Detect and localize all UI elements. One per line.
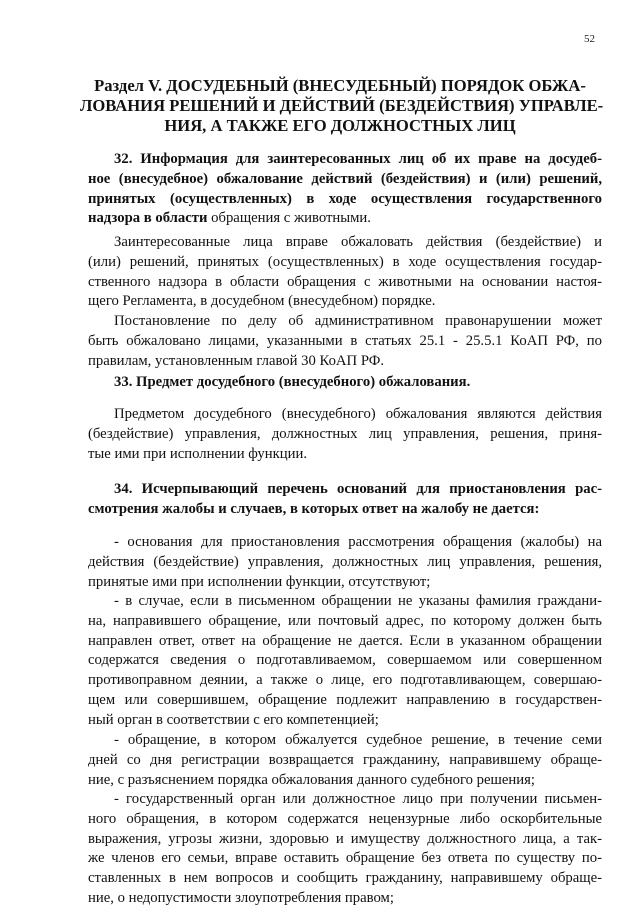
bullet-line: - обращение, в котором обжалуется судебное решение, в течение семи: [114, 732, 602, 748]
paragraph-line: Заинтересованные лица вправе обжаловать действия (бездействие) и: [114, 234, 602, 250]
item-34-bullet: [88, 731, 602, 790]
heading-line: [88, 209, 602, 229]
item-34-bullet: [88, 533, 602, 592]
section-title-line: НИЯ, А ТАКЖЕ ЕГО ДОЛЖНОСТНЫХ ЛИЦ: [164, 116, 516, 135]
paragraph-line: ственного надзора в области обращения с животными на основании настоя-: [88, 273, 602, 290]
paragraph-line: тые ими при исполнении функции.: [88, 445, 307, 462]
section-title-line: ЛОВАНИЯ РЕШЕНИЙ И ДЕЙСТВИЙ (БЕЗДЕЙСТВИЯ) УПРАВЛЕ-: [80, 96, 604, 115]
bullet-line: - основания для приостановления рассмотрения обращения (жалобы) на: [114, 534, 602, 550]
bullet-line: ние, о недопустимости злоупотребления правом;: [88, 889, 394, 906]
paragraph-line: (бездействие) управления, должностных лиц управления, решения, приня-: [88, 425, 602, 442]
bullet-line: ставленных в нем вопросов и сообщить гражданину, направившему обраще-: [88, 870, 602, 887]
item-34-bullet: [88, 592, 602, 731]
page-number: 52: [584, 33, 595, 45]
item-32-paragraph: [88, 233, 602, 312]
bullet-line: - государственный орган или должностное лицо при получении письмен-: [114, 791, 602, 807]
heading-line: 32. Информация для заинтересованных лиц об их праве на досудеб-: [114, 151, 602, 167]
bullet-line: дней со дня регистрации возвращается гражданину, направившему обраще-: [88, 751, 602, 768]
bullet-line: - в случае, если в письменном обращении не указаны фамилия граждани-: [114, 593, 602, 609]
heading-line: 34. Исчерпывающий перечень оснований для приостановления рас-: [114, 481, 602, 497]
bullet-line: ного обращения, в котором содержатся нецензурные либо оскорбительные: [88, 810, 602, 827]
bullet-line: содержатся сведения о подготавливаемом, совершаемом или совершенном: [88, 652, 602, 669]
paragraph-line: щего Регламента, в досудебном (внесудебном) порядке.: [88, 293, 436, 310]
item-33-paragraph: [88, 405, 602, 464]
item-32-paragraph: [88, 312, 602, 371]
bullet-line: действия (бездействие) управления, должностных лиц управления, решения,: [88, 553, 602, 570]
paragraph-line: Постановление по делу об административном правонарушении может: [114, 313, 602, 329]
section-title-line: Раздел V. ДОСУДЕБНЫЙ (ВНЕСУДЕБНЫЙ) ПОРЯДОК ОБЖА-: [94, 76, 586, 95]
item-34-heading: [88, 480, 602, 520]
bullet-line: же членов его семьи, вправе оставить обращение без ответа по существу по-: [88, 850, 602, 867]
item-32-heading: [88, 150, 602, 229]
heading-line: принятых (осуществленных) в ходе осуществления государственного: [88, 190, 602, 207]
bullet-line: щем или совершившем, обращение подлежит направлению в государствен-: [88, 691, 602, 708]
bullet-line: ние, с разъяснением порядка обжалования данного судебного решения;: [88, 771, 535, 788]
item-33-heading: [88, 373, 602, 393]
paragraph-line: (или) решений, принятых (осуществленных) в ходе осуществления государ-: [88, 253, 602, 270]
bullet-line: выражения, угрозы жизни, здоровью и имуществу должностного лица, а так-: [88, 830, 602, 847]
bullet-line: противоправном деянии, а также о лице, его подготавливающем, совершаю-: [88, 672, 602, 689]
heading-line: смотрения жалобы и случаев, в которых ответ на жалобу не дается:: [88, 500, 540, 517]
bullet-line: ный орган в соответствии с его компетенцией;: [88, 711, 379, 728]
heading-line: 33. Предмет досудебного (внесудебного) обжалования.: [114, 374, 471, 390]
section-title: [80, 76, 604, 136]
bullet-line: на, направившего обращение, или почтовый адрес, по которому должен быть: [88, 612, 602, 629]
bullet-line: направлен ответ, ответ на обращение не дается. Если в указанном обращении: [88, 632, 602, 649]
paragraph-line: быть обжаловано лицами, указанными в статьях 25.1 - 25.5.1 КоАП РФ, по: [88, 332, 602, 349]
paragraph-line: Предметом досудебного (внесудебного) обжалования являются действия: [114, 406, 602, 422]
heading-bold-part: надзора в области: [88, 210, 208, 227]
bullet-line: принятые ими при исполнении функции, отсутствуют;: [88, 573, 431, 590]
item-34-bullet: [88, 790, 602, 909]
paragraph-line: правилам, установленным главой 30 КоАП РФ.: [88, 352, 385, 369]
heading-normal-part: обращения с животными.: [207, 210, 371, 227]
heading-line: ное (внесудебное) обжалование действий (бездействия) и (или) решений,: [88, 170, 602, 187]
